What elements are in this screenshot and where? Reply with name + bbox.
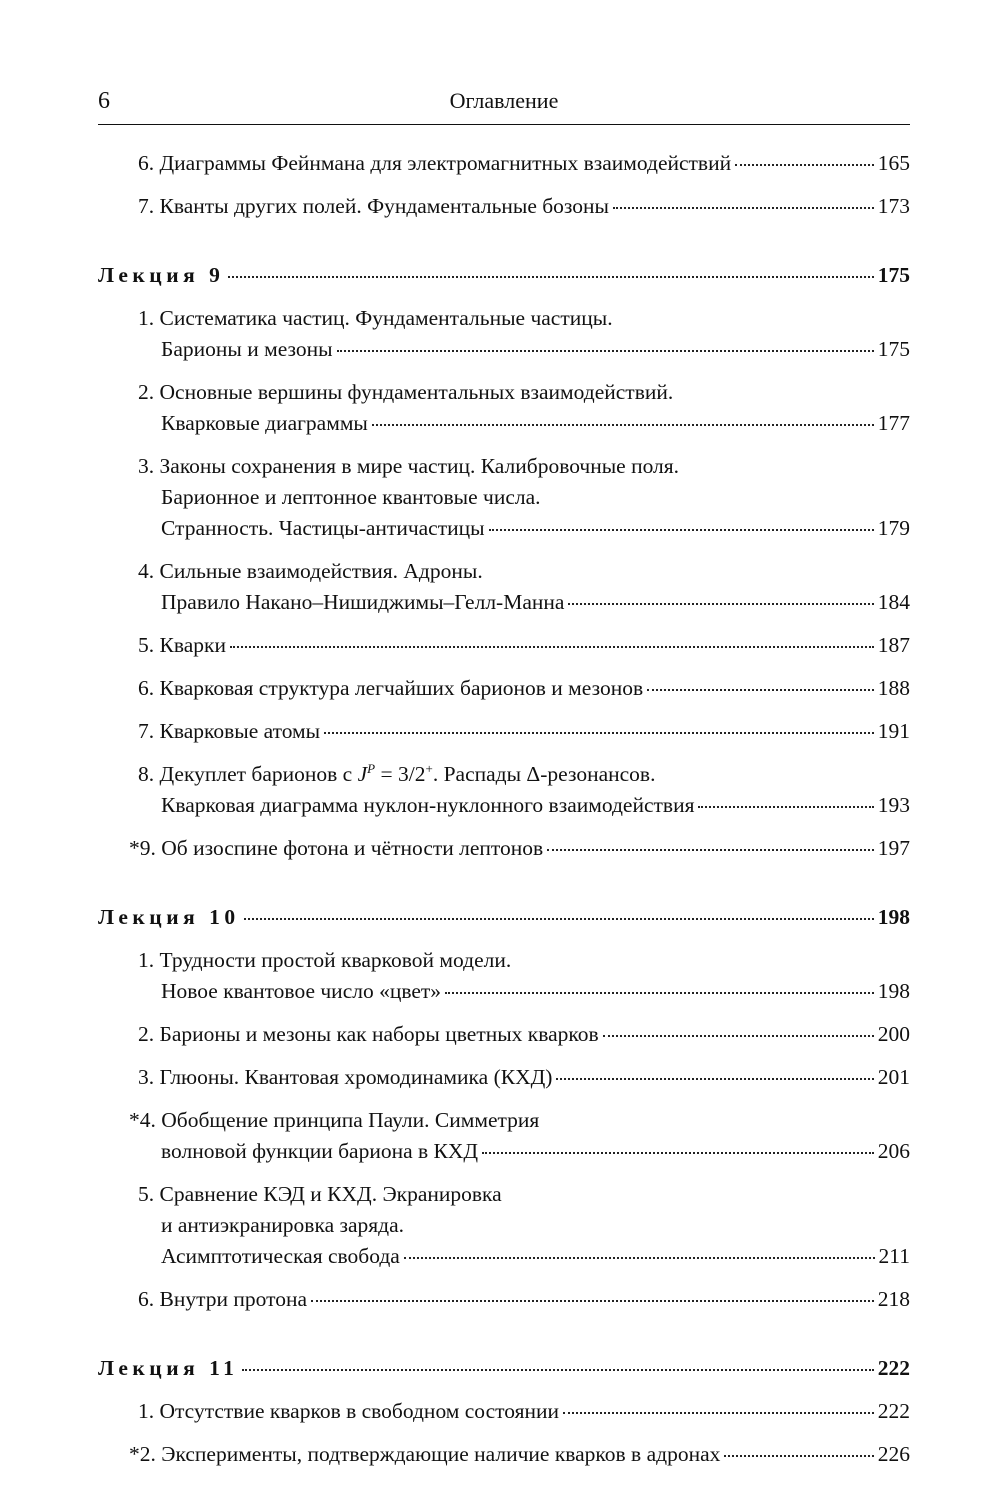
lecture-heading[interactable]: Лекция 11 222	[98, 1356, 910, 1380]
toc-entry[interactable]: 7. Кванты других полей. Фундаментальные бозоны 173	[138, 194, 910, 218]
toc-entry[interactable]: 6. Диаграммы Фейнмана для электромагнитных взаимодействий 165	[138, 151, 910, 175]
toc-entry[interactable]: 5. Сравнение КЭД и КХД. Экранировка и антиэкранировка заряда. Асимптотическая свобода 211	[138, 1182, 910, 1268]
toc-entry[interactable]: 2. Барионы и мезоны как наборы цветных кварков 200	[138, 1022, 910, 1046]
page-header	[98, 88, 910, 125]
running-title: Оглавление	[449, 88, 559, 113]
table-of-contents	[98, 148, 910, 1482]
toc-entry[interactable]: 1. Отсутствие кварков в свободном состоянии 222	[138, 1399, 910, 1423]
lecture-heading[interactable]: Лекция 10 198	[98, 905, 910, 929]
toc-entry[interactable]: *4. Обобщение принципа Паули. Симметрия волновой функции бариона в КХД 206	[129, 1108, 910, 1163]
toc-entry[interactable]: 1. Систематика частиц. Фундаментальные частицы. Барионы и мезоны 175	[138, 306, 910, 361]
toc-entry[interactable]: 7. Кварковые атомы 191	[138, 719, 910, 743]
toc-entry[interactable]: *9. Об изоспине фотона и чётности лептонов 197	[129, 836, 910, 860]
toc-entry[interactable]: 6. Внутри протона 218	[138, 1287, 910, 1311]
page-number: 6	[98, 88, 110, 114]
toc-entry[interactable]: 3. Глюоны. Квантовая хромодинамика (КХД) 201	[138, 1065, 910, 1089]
toc-entry[interactable]: 5. Кварки 187	[138, 633, 910, 657]
toc-entry[interactable]: 6. Кварковая структура легчайших барионов и мезонов 188	[138, 676, 910, 700]
toc-entry[interactable]: 8. Декуплет барионов с $J^P = 3/2^+$. Распады Δ-резонансов. Кварковая диаграмма нуклон-нуклонного взаимодействия 193	[138, 760, 910, 817]
toc-entry[interactable]: 1. Трудности простой кварковой модели. Новое квантовое число «цвет» 198	[138, 948, 910, 1003]
lecture-heading[interactable]: Лекция 9 175	[98, 263, 910, 287]
toc-entry[interactable]: 3. Законы сохранения в мире частиц. Калибровочные поля. Барионное и лептонное квантовые числа. Странность. Частицы-античастицы 179	[138, 454, 910, 540]
toc-entry[interactable]: *2. Эксперименты, подтверждающие наличие кварков в адронах 226	[129, 1442, 910, 1466]
toc-entry[interactable]: 2. Основные вершины фундаментальных взаимодействий. Кварковые диаграммы 177	[138, 380, 910, 435]
toc-entry[interactable]: 4. Сильные взаимодействия. Адроны. Правило Накано–Нишиджимы–Гелл-Манна 184	[138, 559, 910, 614]
